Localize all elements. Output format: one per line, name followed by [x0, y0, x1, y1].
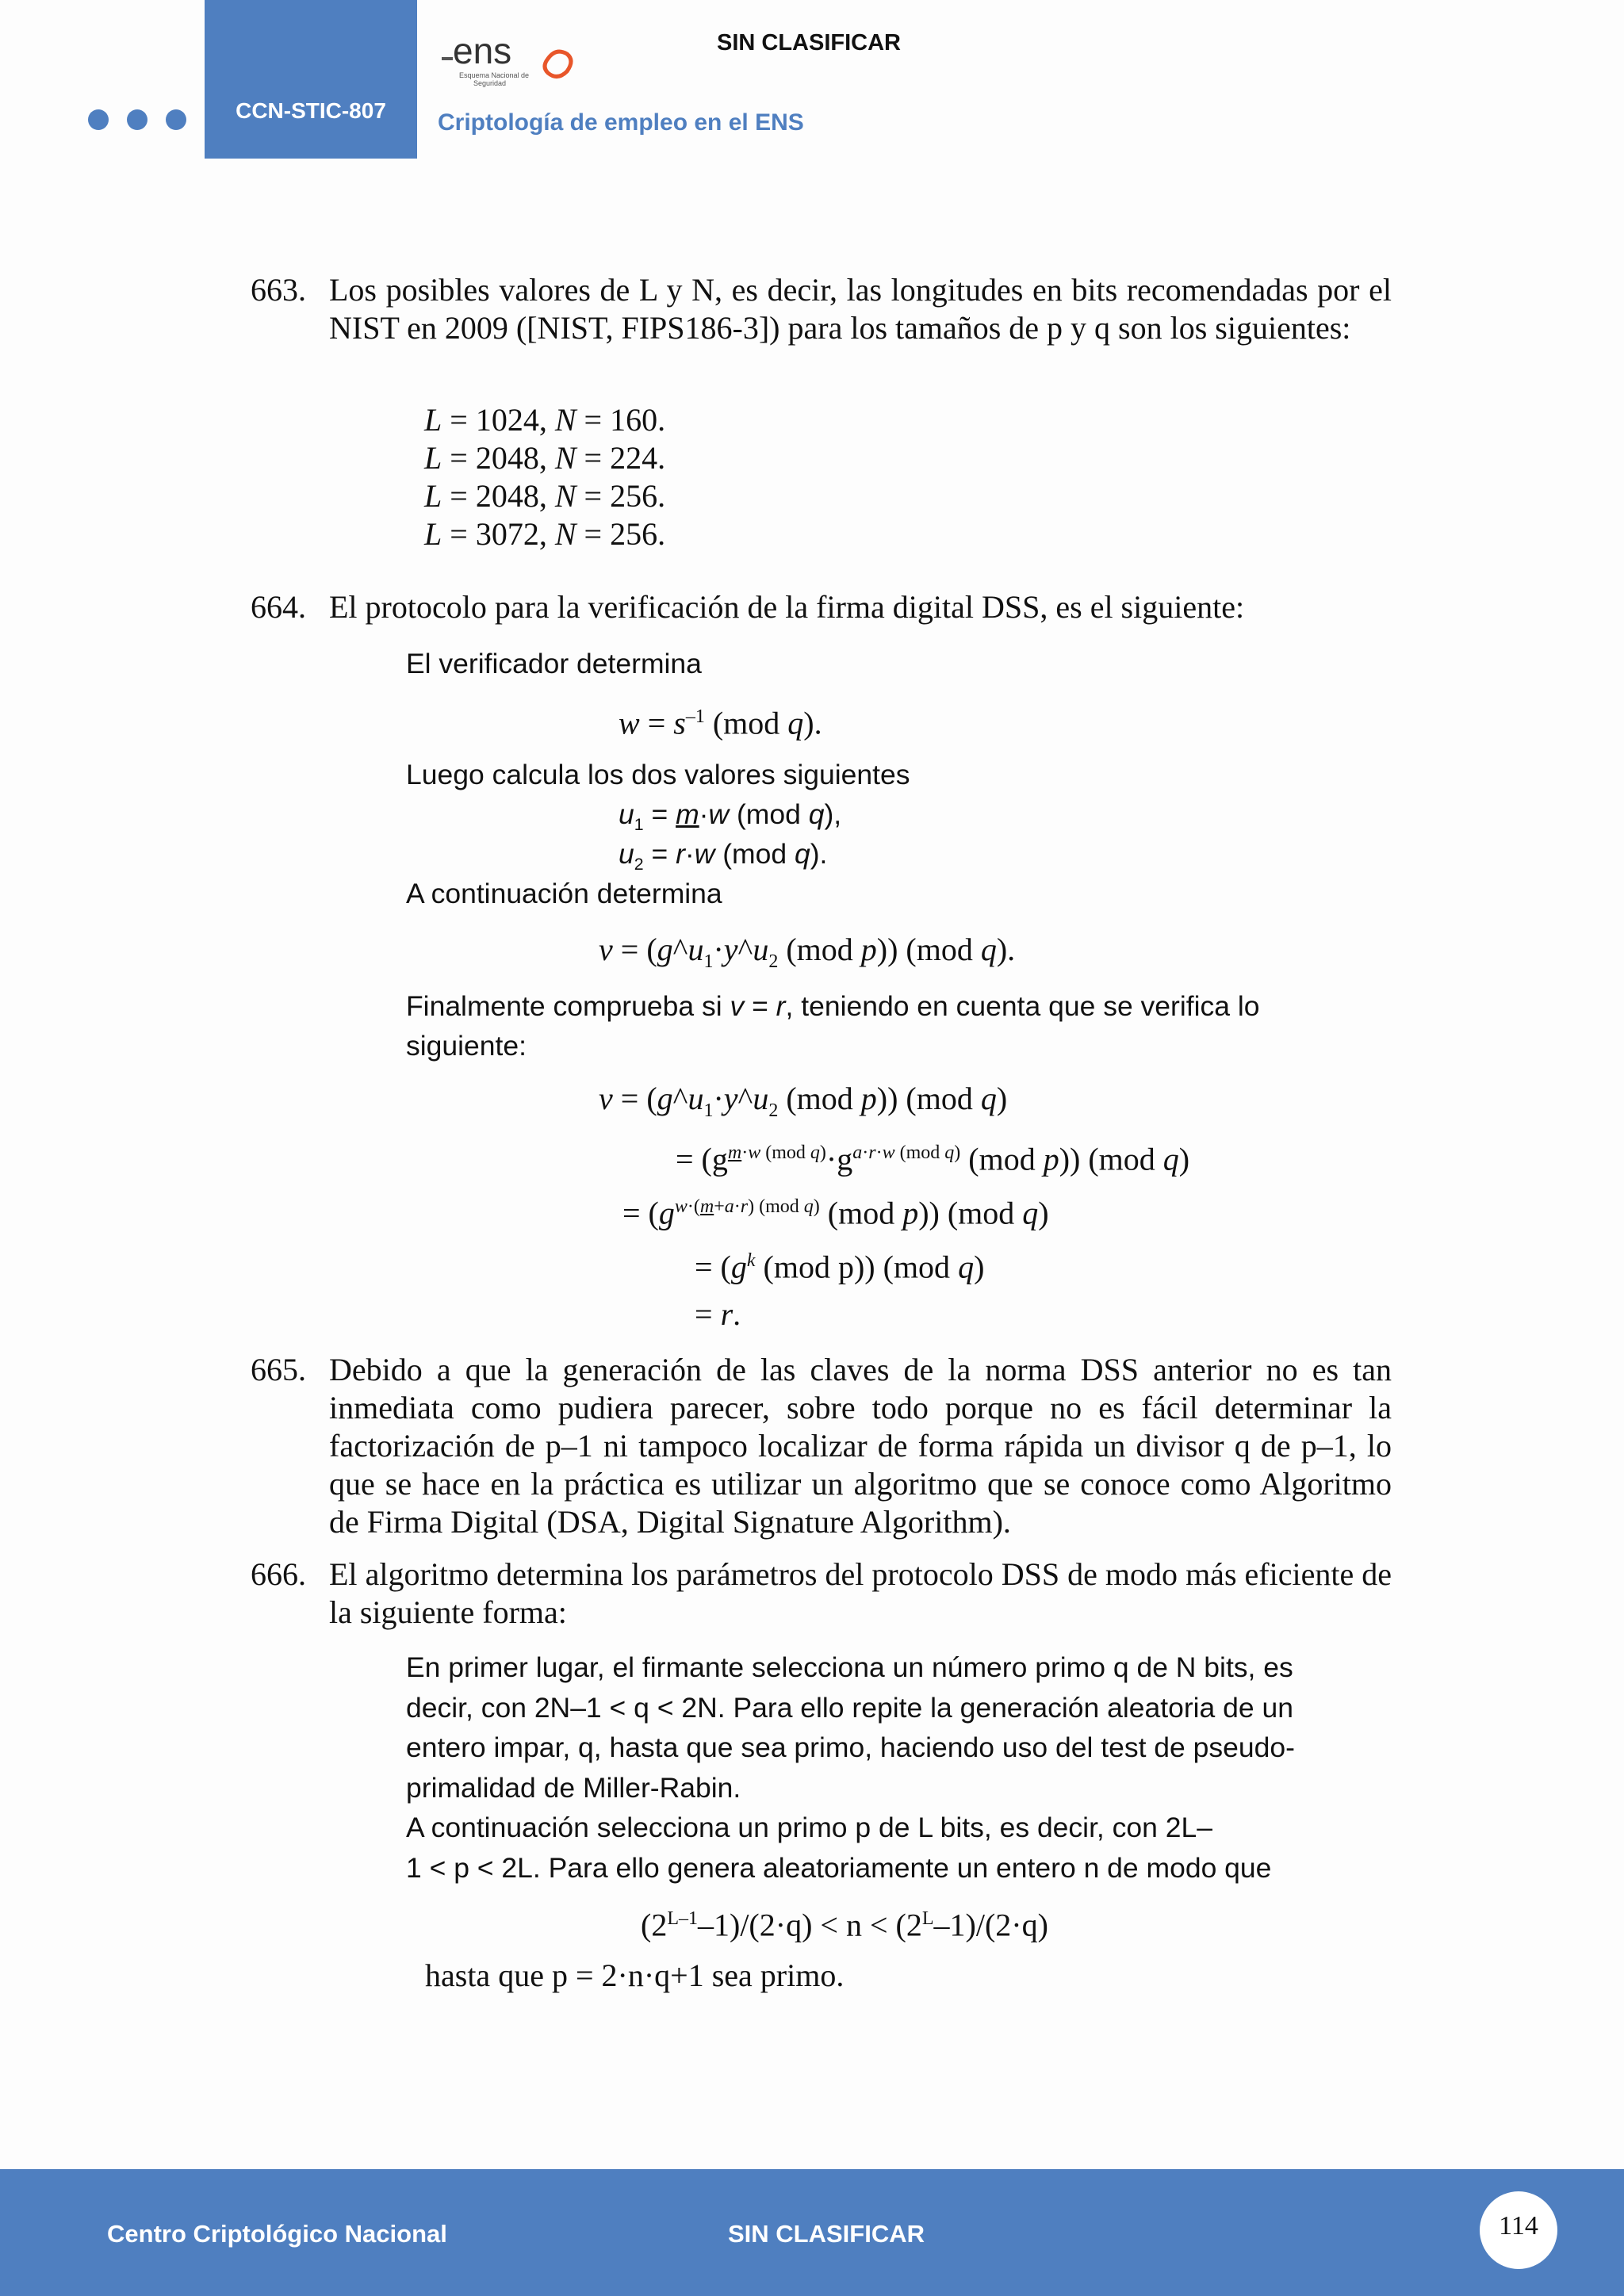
- step-text: A continuación determina: [406, 878, 722, 909]
- param-row: L = 2048, N = 224.: [424, 440, 666, 476]
- param-row: L = 2048, N = 256.: [424, 478, 666, 514]
- paragraph-number: 664.: [251, 589, 306, 625]
- formula-v: $v = (g\^{}u_1\cdot y\^{}u_2$ (mod p)) (mod q).: [599, 932, 1016, 972]
- header-classification: SIN CLASIFICAR: [717, 30, 901, 55]
- doc-code: CCN-STIC-807: [236, 98, 386, 123]
- svg-text:Esquema Nacional de: Esquema Nacional de: [459, 71, 530, 79]
- footer-classification: SIN CLASIFICAR: [728, 2220, 925, 2248]
- dsa-steps: En primer lugar, el firmante selecciona un número primo q de N bits, es decir, con 2N–1 < q < 2N. Para ello repite la generación aleatoria de un entero impar, q, hasta que sea primo, haciendo uso del test de pseudo- primalidad de Miller-Rabin. A continuación selecciona un primo p de L bits, es decir, con 2L– 1 < p < 2L. Para ello genera aleatoriamente un entero n de modo que: [406, 1651, 1295, 1884]
- param-row: L = 3072, N = 256.: [424, 516, 666, 552]
- derivation-line: = ($g^k$ (mod p)) (mod q): [695, 1249, 985, 1285]
- paragraph-number: 663.: [251, 272, 306, 308]
- step-text: Luego calcula los dos valores siguientes: [406, 759, 910, 790]
- formula-n-range: $(2^{L-1}-1)/(2\cdot q) < n < (2^L-1)/(2\cdot q)$: [641, 1907, 1048, 1943]
- header-code-box: [205, 0, 417, 159]
- final-step: hasta que p = 2·n·q+1 sea primo.: [425, 1957, 845, 1993]
- step-text: Finalmente comprueba si v = r, teniendo en cuenta que se verifica lo: [406, 990, 1260, 1022]
- formula-u2: $u_2 = r\cdot w$ (mod q).: [619, 838, 828, 874]
- paragraph-664: El protocolo para la verificación de la firma digital DSS, es el siguiente:: [329, 589, 1245, 625]
- svg-text:ens: ens: [453, 30, 512, 71]
- ens-logo-icon: [440, 29, 583, 92]
- paragraph-number: 666.: [251, 1556, 306, 1592]
- paragraph-665: Debido a que la generación de las claves de la norma DSS anterior no es tan inmediata como pudiera parecer, sobre todo porque no es fácil determinar la factorización de p–1 ni tampoco localizar de forma rápida un divisor q de p–1, lo que se hace en la práctica es utilizar un algoritmo que se conoce como Algoritmo de Firma Digital (DSA, Digital Signature Algorithm).: [329, 1352, 1392, 1540]
- paragraph-663: Los posibles valores de L y N, es decir, las longitudes en bits recomendadas por el NIST en 2009 ([NIST, FIPS186-3]) para los tamaños de p y q son los siguientes:: [329, 272, 1392, 346]
- derivation-line: = r.: [695, 1296, 741, 1332]
- svg-text:Seguridad: Seguridad: [473, 79, 507, 87]
- paragraph-666: El algoritmo determina los parámetros del protocolo DSS de modo más eficiente de la siguiente forma:: [329, 1556, 1392, 1630]
- step-text: siguiente:: [406, 1030, 527, 1062]
- derivation-line: = ($g^{m\cdot w (mod q)}\cdot g^{a\cdot r\cdot w (mod q)}$ (mod p)) (mod q): [676, 1141, 1190, 1177]
- paragraph-number: 665.: [251, 1352, 306, 1387]
- param-row: L = 1024, N = 160.: [424, 402, 666, 438]
- formula-u1: $u_1 = m\cdot w$ (mod q),: [619, 798, 842, 835]
- header-dot-icon: [88, 109, 109, 130]
- derivation-line: = ($g^{w\cdot(m+a\cdot r) (mod q)}$ (mod p)) (mod q): [622, 1195, 1049, 1231]
- header-dot-icon: [166, 109, 186, 130]
- formula-w: $w = s^{-1}$ (mod q).: [619, 705, 822, 741]
- header-dot-icon: [127, 109, 147, 130]
- footer-org: Centro Criptológico Nacional: [107, 2220, 447, 2248]
- header-doc-title: Criptología de empleo en el ENS: [438, 109, 804, 136]
- step-text: El verificador determina: [406, 648, 702, 679]
- page-number: 114: [1499, 2211, 1538, 2241]
- derivation-line: $v = (g\^{}u_1\cdot y\^{}u_2$ (mod p)) (mod q): [599, 1081, 1008, 1121]
